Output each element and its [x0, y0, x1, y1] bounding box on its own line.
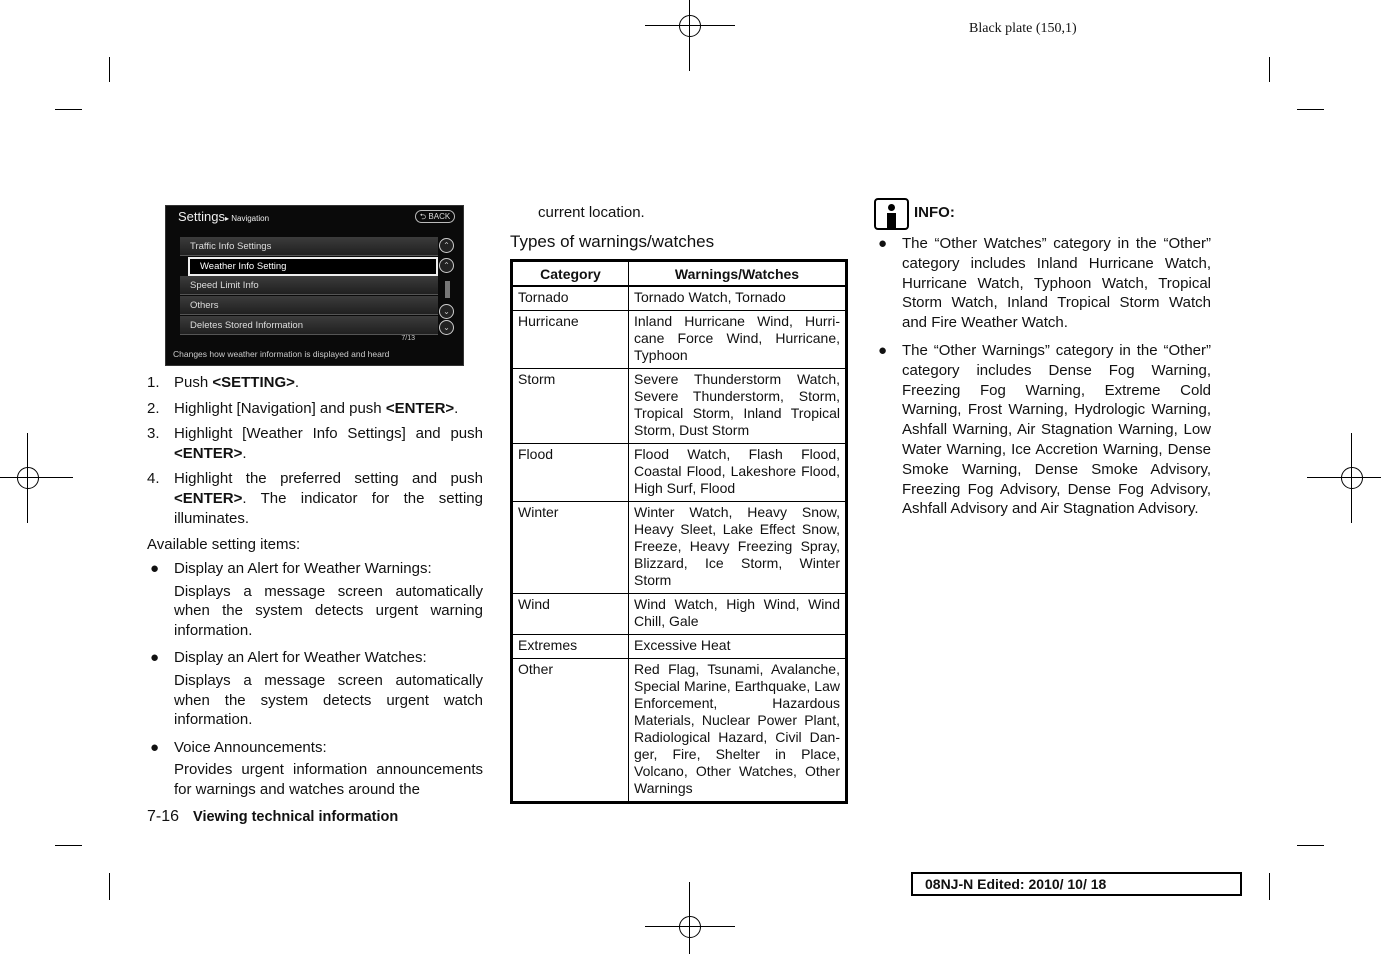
warnings-cell: Severe Thunderstorm Watch, Severe Thunderstorm, Storm, Tropical Storm, Inland Tropical Storm, Dust Storm: [629, 369, 847, 444]
table-row: [512, 502, 847, 594]
setting-item-desc: Displays a message screen automatically when the system detects urgent watch information.: [174, 671, 483, 729]
step-text-pre: Highlight [Navigation] and push: [174, 399, 386, 417]
step-text: [174, 399, 483, 419]
table-row: [512, 444, 847, 502]
warnings-cell: Wind Watch, High Wind, Wind Chill, Gale: [629, 594, 847, 635]
warnings-cell: Winter Watch, Heavy Snow, Heavy Sleet, Lake Effect Snow, Freeze, Heavy Freezing Spray, Blizzard, Ice Storm, Winter Storm: [629, 502, 847, 594]
setting-item-desc: Provides urgent information announcements for warnings and watches around the: [174, 761, 483, 798]
step-text-post: .: [242, 444, 247, 462]
scrollbar-icon: [445, 281, 450, 298]
category-cell: Other: [512, 659, 629, 803]
navigation-settings-screen: [165, 205, 464, 366]
category-cell: Storm: [512, 369, 629, 444]
table-row: [512, 659, 847, 803]
setting-item-title: [147, 559, 483, 579]
table-row: [512, 635, 847, 659]
warnings-cell: Excessive Heat: [629, 635, 847, 659]
warnings-cell: Flood Watch, Flash Flood, Coastal Flood, Lakeshore Flood, High Surf, Flood: [629, 444, 847, 502]
info-heading: [874, 198, 955, 230]
step-text: [174, 373, 483, 393]
column-header-warnings: Warnings/Watches: [629, 261, 847, 287]
step-text-post: .: [454, 399, 459, 417]
category-cell: Extremes: [512, 635, 629, 659]
bullet-icon: ●: [878, 341, 888, 359]
step-key: <ENTER>: [174, 444, 243, 462]
page-number: 7-16: [147, 808, 180, 825]
menu-item-traffic-info: Traffic Info Settings: [180, 237, 438, 256]
setting-item-title: [147, 648, 483, 668]
section-title: Viewing technical information: [193, 809, 399, 825]
info-icon: [874, 198, 909, 230]
back-button: ⮌ BACK: [415, 210, 455, 223]
setting-item-title-text: Display an Alert for Weather Watches:: [174, 649, 427, 667]
bullet-icon: ●: [150, 649, 160, 667]
screen-title: [178, 209, 269, 224]
screen-title-text: Settings: [178, 209, 225, 224]
bullet-icon: ●: [150, 560, 160, 577]
page-indicator: 7/13: [401, 335, 415, 342]
types-heading: Types of warnings/watches: [510, 232, 715, 251]
bullet-icon: ●: [878, 235, 888, 252]
menu-item-others: Others: [180, 296, 438, 315]
step-text: [174, 424, 483, 463]
continued-text: current location.: [538, 204, 645, 221]
table-row: [512, 311, 847, 369]
registration-mark-bottom: [645, 882, 735, 954]
info-item-text: The “Other Watches” category in the “Other” category includes Inland Hurricane Watch, Hurricane Watch, Typhoon Watch, Tropical Storm Watch, Inland Tropical Storm Watch and Fire Weather Watch.: [902, 235, 1211, 332]
step-key: <ENTER>: [385, 399, 455, 417]
info-item-text: The “Other Warnings” category in the “Other” category includes Dense Fog Warning, Freezing Fog Warning, Extreme Cold Warning, Frost Warning, Hydrologic Warning, Ashfall Warning, Air Stagnation Warning, Low Water Warning, Ice Accretion Warning, Dense Smoke Warning, Dense Smoke Advisory, Freezing Fog Advisory, Dense Fog Advisory, Ashfall Advisory and Air Stagnation Advisory.: [902, 341, 1211, 518]
plate-label: Black plate (150,1): [969, 21, 1077, 36]
menu-item-speed-limit: Speed Limit Info: [180, 276, 438, 295]
registration-mark-right: [1307, 433, 1381, 523]
category-cell: Flood: [512, 444, 629, 502]
setting-item-title-text: Display an Alert for Weather Warnings:: [174, 560, 432, 577]
screen-subtitle: ▸ Navigation: [224, 214, 270, 223]
step-text-post: .: [294, 374, 300, 391]
setting-item-title: [147, 738, 483, 758]
scroll-down-icon: ⌄: [439, 304, 454, 319]
step-key: <SETTING>: [212, 374, 295, 391]
step-text-pre: Push: [174, 374, 213, 391]
step-text: [174, 469, 483, 528]
setting-items-list: [147, 559, 483, 800]
procedure-steps: [147, 373, 483, 534]
available-items-label: Available setting items:: [147, 536, 301, 553]
info-item: [875, 234, 1211, 333]
scroll-top-icon: ⌃: [439, 238, 454, 253]
registration-mark-left: [0, 433, 73, 523]
step-4: [147, 469, 483, 528]
step-1: [147, 373, 483, 393]
step-number: 2.: [147, 399, 160, 417]
table-row: [512, 594, 847, 635]
page-footer: [147, 808, 398, 826]
step-text-pre: Highlight [Weather Info Settings] and push: [174, 425, 483, 443]
info-list: [875, 234, 1211, 527]
table-row: [512, 369, 847, 444]
step-3: [147, 424, 483, 463]
step-text-pre: Highlight the preferred setting and push: [174, 470, 483, 488]
step-number: 1.: [147, 374, 160, 391]
setting-item-desc: Displays a message screen automatically when the system detects urgent warning information.: [174, 582, 483, 639]
scroll-bottom-icon: ⌄: [439, 320, 454, 335]
category-cell: Tornado: [512, 286, 629, 311]
warnings-cell: Tornado Watch, Tornado: [629, 286, 847, 311]
warnings-cell: Red Flag, Tsunami, Avalanche, Special Marine, Earthquake, Law Enforcement, Hazardous Materials, Nuclear Power Plant, Radiological Hazard, Civil Danger, Fire, Shelter in Place, Volcano, Other Watches, Other Warnings: [629, 659, 847, 803]
category-cell: Hurricane: [512, 311, 629, 369]
bullet-icon: ●: [150, 738, 160, 756]
settings-menu: [180, 237, 438, 335]
step-2: [147, 399, 483, 419]
registration-mark-top: [645, 0, 735, 71]
menu-item-weather-info: Weather Info Setting: [188, 257, 438, 276]
column-header-category: Category: [512, 261, 629, 287]
setting-item-title-text: Voice Announcements:: [174, 738, 327, 756]
category-cell: Wind: [512, 594, 629, 635]
step-number: 4.: [147, 470, 160, 488]
scroll-up-icon: ⌃: [439, 258, 454, 273]
edited-stamp: 08NJ-N Edited: 2010/ 10/ 18: [911, 872, 1242, 896]
step-number: 3.: [147, 425, 160, 443]
category-cell: Winter: [512, 502, 629, 594]
warnings-table: [510, 259, 848, 804]
warnings-cell: Inland Hurricane Wind, Hurricane Force Wind, Hurricane, Typhoon: [629, 311, 847, 369]
table-row: [512, 286, 847, 311]
menu-item-delete-stored: Deletes Stored Information: [180, 316, 438, 335]
status-line: Changes how weather information is displayed and heard: [173, 349, 390, 359]
step-key: <ENTER>: [174, 489, 243, 507]
step-text-post: . The indicator for the setting illuminates.: [174, 489, 483, 527]
table-header-row: [512, 261, 847, 287]
info-label: INFO:: [914, 204, 955, 221]
info-item: [875, 341, 1211, 519]
